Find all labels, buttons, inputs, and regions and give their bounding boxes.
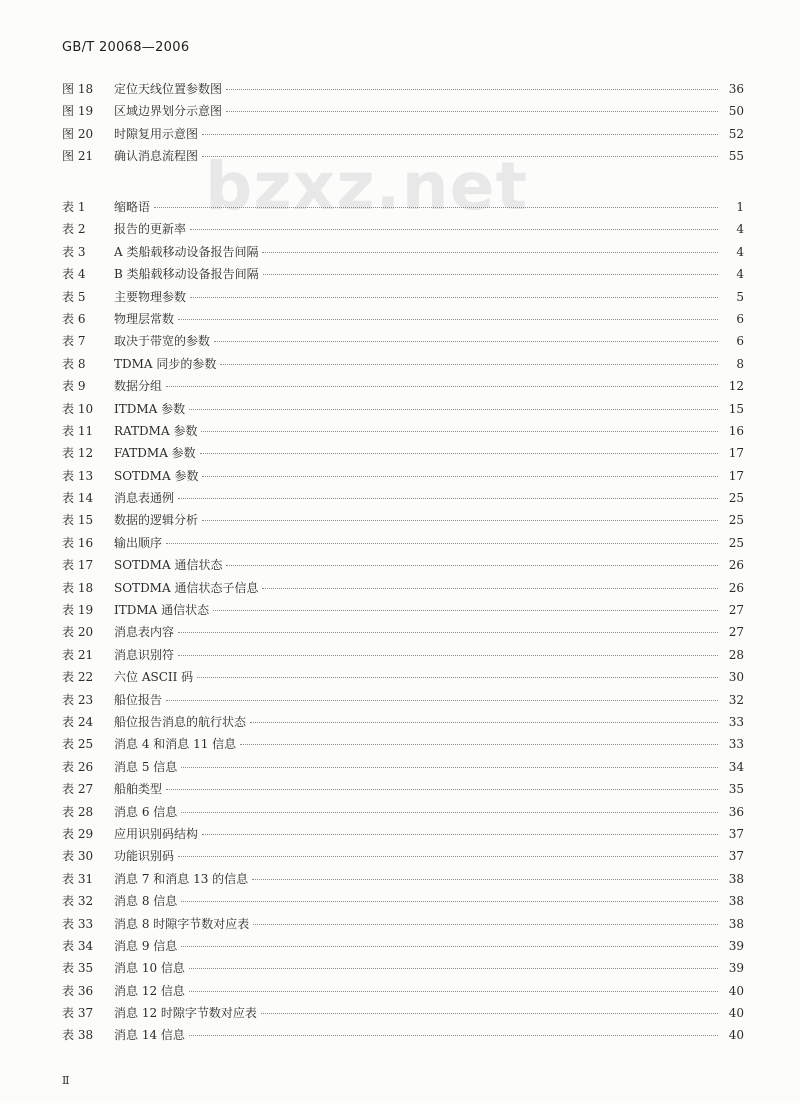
toc-entry-title: 主要物理参数: [114, 289, 187, 304]
table-toc-entry[interactable]: [62, 487, 744, 509]
toc-entry-title: 时隙复用示意图: [114, 126, 199, 141]
toc-entry-title: 船舶类型: [114, 782, 163, 797]
toc-entry-page: 26: [728, 558, 744, 573]
toc-entry-page: 25: [728, 491, 744, 506]
toc-entry-page: 50: [728, 104, 744, 119]
dot-leader: [181, 900, 718, 902]
dot-leader: [202, 519, 718, 521]
toc-entry-title: 船位报告: [114, 692, 163, 707]
toc-entry-title: 消息 6 信息: [114, 804, 178, 819]
dot-leader: [166, 542, 718, 544]
toc-entry-number: 图 19: [62, 104, 94, 119]
toc-entry-title: 六位 ASCII 码: [114, 670, 194, 685]
toc-entry-number: 表 37: [62, 1006, 94, 1021]
toc-entry-number: 表 5: [62, 289, 86, 304]
toc-entry-title: 区域边界划分示意图: [114, 104, 223, 119]
toc-entry-title: FATDMA 参数: [114, 446, 196, 461]
table-toc-entry[interactable]: [62, 957, 744, 979]
toc-entry-title: 消息 12 时隙字节数对应表: [114, 1006, 257, 1021]
toc-entry-number: 表 34: [62, 938, 94, 953]
figure-toc-entry[interactable]: [62, 78, 744, 100]
table-toc-entry[interactable]: [62, 420, 744, 442]
toc-entry-title: 消息识别符: [114, 647, 175, 662]
toc-entry-page: 6: [736, 334, 744, 349]
toc-entry-title: 消息表通例: [114, 491, 175, 506]
dot-leader: [178, 497, 718, 499]
dot-leader: [213, 609, 718, 611]
toc-entry-number: 表 25: [62, 737, 94, 752]
toc-entry-page: 4: [736, 267, 744, 282]
toc-entry-number: 表 18: [62, 580, 94, 595]
toc-entry-number: 表 16: [62, 535, 94, 550]
toc-entry-number: 表 23: [62, 692, 94, 707]
table-toc-entry[interactable]: [62, 577, 744, 599]
toc-entry-title: 消息 8 信息: [114, 894, 178, 909]
toc-entry-page: 37: [728, 826, 744, 841]
dot-leader: [202, 833, 718, 835]
toc-entry-page: 36: [728, 804, 744, 819]
dot-leader: [220, 363, 718, 365]
table-toc-entry[interactable]: [62, 465, 744, 487]
toc-entry-page: 25: [728, 535, 744, 550]
toc-entry-page: 39: [728, 961, 744, 976]
dot-leader: [181, 945, 718, 947]
dot-leader: [214, 340, 718, 342]
standard-number-header: GB/T 20068—2006: [62, 40, 190, 55]
table-toc-entry[interactable]: [62, 1024, 744, 1046]
table-toc-entry[interactable]: [62, 666, 744, 688]
toc-entry-number: 表 24: [62, 714, 94, 729]
table-toc-entry[interactable]: [62, 913, 744, 935]
toc-entry-page: 37: [728, 849, 744, 864]
dot-leader: [226, 564, 718, 566]
toc-entry-title: 缩略语: [114, 200, 151, 214]
toc-entry-title: 消息 12 信息: [114, 983, 185, 998]
toc-entry-number: 表 32: [62, 894, 94, 909]
toc-entry-page: 4: [736, 222, 744, 237]
dot-leader: [226, 88, 718, 90]
toc-entry-number: 图 18: [62, 82, 94, 96]
toc-entry-title: RATDMA 参数: [114, 423, 198, 438]
dot-leader: [263, 273, 718, 275]
toc-entry-page: 33: [728, 737, 744, 752]
toc-entry-title: 消息 14 信息: [114, 1028, 185, 1043]
toc-entry-page: 27: [728, 625, 744, 640]
table-toc-entry[interactable]: [62, 308, 744, 330]
dot-leader: [178, 855, 718, 857]
toc-entry-number: 表 28: [62, 804, 94, 819]
toc-entry-number: 表 2: [62, 222, 86, 237]
table-toc-entry[interactable]: [62, 330, 744, 352]
dot-leader: [262, 251, 718, 253]
toc-entry-page: 5: [736, 289, 744, 304]
toc-entry-number: 表 27: [62, 782, 94, 797]
toc-entry-title: TDMA 同步的参数: [114, 356, 217, 371]
table-toc-entry[interactable]: [62, 935, 744, 957]
toc-entry-page: 38: [728, 871, 744, 886]
table-toc-entry[interactable]: [62, 621, 744, 643]
toc-entry-number: 表 9: [62, 379, 86, 394]
toc-entry-title: 报告的更新率: [114, 222, 187, 237]
toc-entry-title: 消息 8 时隙字节数对应表: [114, 916, 250, 931]
toc-entry-title: 消息 5 信息: [114, 759, 178, 774]
table-toc-entry[interactable]: [62, 801, 744, 823]
table-toc-entry[interactable]: [62, 823, 744, 845]
dot-leader: [202, 475, 718, 477]
toc-entry-page: 39: [728, 938, 744, 953]
toc-entry-page: 38: [728, 916, 744, 931]
dot-leader: [190, 296, 718, 298]
toc-entry-number: 表 12: [62, 446, 94, 461]
dot-leader: [189, 1034, 718, 1036]
toc-entry-number: 表 31: [62, 871, 94, 886]
dot-leader: [261, 1012, 718, 1014]
table-toc-entry[interactable]: [62, 532, 744, 554]
dot-leader: [253, 923, 718, 925]
table-toc-entry[interactable]: [62, 353, 744, 375]
toc-entry-title: 确认消息流程图: [114, 149, 199, 164]
toc-entry-title: 数据分组: [114, 379, 163, 394]
dot-leader: [202, 133, 718, 135]
toc-entry-number: 表 21: [62, 647, 94, 662]
toc-entry-page: 52: [728, 126, 744, 141]
dot-leader: [181, 811, 718, 813]
toc-entry-page: 30: [728, 670, 744, 685]
toc-entry-page: 15: [728, 401, 744, 416]
dot-leader: [226, 110, 718, 112]
toc-entry-number: 表 10: [62, 401, 94, 416]
toc-entry-page: 40: [728, 1028, 744, 1043]
table-toc-entry[interactable]: [62, 733, 744, 755]
toc-entry-page: 28: [728, 647, 744, 662]
table-toc-entry[interactable]: [62, 644, 744, 666]
dot-leader: [178, 654, 718, 656]
toc-entry-page: 32: [728, 692, 744, 707]
table-toc-entry[interactable]: [62, 845, 744, 867]
toc-entry-page: 17: [728, 468, 744, 483]
toc-entry-title: 船位报告消息的航行状态: [114, 714, 247, 729]
dot-leader: [201, 430, 718, 432]
toc-entry-page: 55: [728, 149, 744, 164]
toc-entry-number: 表 17: [62, 558, 94, 573]
table-toc-entry[interactable]: [62, 241, 744, 263]
toc-entry-title: 数据的逻辑分析: [114, 513, 199, 528]
toc-entry-page: 4: [736, 244, 744, 259]
toc-entry-number: 表 29: [62, 826, 94, 841]
toc-entry-number: 表 30: [62, 849, 94, 864]
toc-entry-page: 8: [736, 356, 744, 371]
toc-entry-title: B 类船载移动设备报告间隔: [114, 267, 259, 282]
dot-leader: [181, 766, 718, 768]
toc-entry-page: 17: [728, 446, 744, 461]
toc-entry-page: 33: [728, 714, 744, 729]
toc-entry-title: ITDMA 通信状态: [114, 603, 210, 618]
table-toc-entry[interactable]: [62, 509, 744, 531]
toc-entry-page: 27: [728, 603, 744, 618]
toc-entry-number: 表 6: [62, 311, 86, 326]
table-toc-entry[interactable]: [62, 689, 744, 711]
toc-entry-number: 表 20: [62, 625, 94, 640]
table-toc-entry[interactable]: [62, 711, 744, 733]
table-toc-entry[interactable]: [62, 756, 744, 778]
dot-leader: [189, 967, 718, 969]
toc-entry-title: 定位天线位置参数图: [114, 82, 223, 96]
toc-entry-page: 1: [736, 200, 744, 214]
toc-entry-title: SOTDMA 通信状态子信息: [114, 580, 259, 595]
table-toc-entry[interactable]: [62, 263, 744, 285]
toc-entry-title: 消息表内容: [114, 625, 175, 640]
table-toc-entry[interactable]: [62, 868, 744, 890]
toc-entry-number: 表 22: [62, 670, 94, 685]
toc-entry-title: SOTDMA 参数: [114, 468, 199, 483]
toc-entry-page: 34: [728, 759, 744, 774]
toc-entry-title: 应用识别码结构: [114, 826, 199, 841]
toc-entry-number: 表 38: [62, 1028, 94, 1043]
toc-entry-number: 表 13: [62, 468, 94, 483]
dot-leader: [166, 385, 718, 387]
figures-toc-list: [62, 78, 744, 168]
toc-entry-number: 表 36: [62, 983, 94, 998]
dot-leader: [197, 676, 718, 678]
figure-toc-entry[interactable]: [62, 145, 744, 167]
toc-entry-title: 物理层常数: [114, 311, 175, 326]
toc-entry-number: 表 33: [62, 916, 94, 931]
figure-toc-entry[interactable]: [62, 100, 744, 122]
toc-entry-number: 表 35: [62, 961, 94, 976]
dot-leader: [202, 155, 718, 157]
toc-entry-title: 消息 9 信息: [114, 938, 178, 953]
toc-entry-page: 35: [728, 782, 744, 797]
dot-leader: [189, 990, 718, 992]
toc-entry-page: 12: [728, 379, 744, 394]
figure-toc-entry[interactable]: [62, 123, 744, 145]
tables-toc-list: [62, 196, 744, 1047]
toc-entry-number: 图 21: [62, 149, 94, 164]
table-toc-entry[interactable]: [62, 375, 744, 397]
table-toc-entry[interactable]: [62, 286, 744, 308]
toc-entry-title: A 类船载移动设备报告间隔: [114, 244, 259, 259]
dot-leader: [154, 206, 718, 208]
toc-entry-number: 表 3: [62, 244, 86, 259]
toc-entry-title: 输出顺序: [114, 535, 163, 550]
toc-entry-page: 25: [728, 513, 744, 528]
dot-leader: [166, 699, 718, 701]
dot-leader: [240, 743, 718, 745]
toc-entry-page: 36: [728, 82, 744, 96]
table-toc-entry[interactable]: [62, 890, 744, 912]
toc-entry-number: 表 4: [62, 267, 86, 282]
toc-entry-page: 16: [728, 423, 744, 438]
table-toc-entry[interactable]: [62, 1002, 744, 1024]
watermark: bzxz.net: [205, 148, 529, 225]
table-toc-entry[interactable]: [62, 442, 744, 464]
toc-entry-title: 消息 10 信息: [114, 961, 185, 976]
dot-leader: [190, 228, 718, 230]
toc-entry-number: 表 19: [62, 603, 94, 618]
dot-leader: [250, 721, 718, 723]
toc-entry-number: 表 15: [62, 513, 94, 528]
toc-entry-number: 表 7: [62, 334, 86, 349]
toc-entry-number: 图 20: [62, 126, 94, 141]
toc-entry-number: 表 26: [62, 759, 94, 774]
table-toc-entry[interactable]: [62, 196, 744, 218]
toc-entry-page: 40: [728, 1006, 744, 1021]
dot-leader: [178, 318, 718, 320]
toc-entry-title: 消息 7 和消息 13 的信息: [114, 871, 249, 886]
toc-entry-title: 消息 4 和消息 11 信息: [114, 737, 237, 752]
toc-entry-number: 表 1: [62, 200, 86, 214]
dot-leader: [178, 631, 718, 633]
toc-entry-title: 功能识别码: [114, 849, 175, 864]
page-number: Ⅱ: [62, 1074, 70, 1087]
toc-entry-number: 表 11: [62, 423, 94, 438]
table-toc-entry[interactable]: [62, 980, 744, 1002]
table-toc-entry[interactable]: [62, 218, 744, 240]
table-toc-entry[interactable]: [62, 778, 744, 800]
toc-entry-page: 40: [728, 983, 744, 998]
toc-entry-number: 表 8: [62, 356, 86, 371]
toc-entry-number: 表 14: [62, 491, 94, 506]
dot-leader: [166, 788, 718, 790]
dot-leader: [252, 878, 718, 880]
toc-entry-page: 38: [728, 894, 744, 909]
toc-entry-title: ITDMA 参数: [114, 401, 186, 416]
dot-leader: [262, 587, 718, 589]
dot-leader: [189, 408, 718, 410]
table-toc-entry[interactable]: [62, 599, 744, 621]
table-toc-entry[interactable]: [62, 398, 744, 420]
toc-entry-page: 26: [728, 580, 744, 595]
toc-entry-page: 6: [736, 311, 744, 326]
table-toc-entry[interactable]: [62, 554, 744, 576]
toc-entry-title: SOTDMA 通信状态: [114, 558, 223, 573]
dot-leader: [200, 452, 718, 454]
toc-entry-title: 取决于带宽的参数: [114, 334, 211, 349]
